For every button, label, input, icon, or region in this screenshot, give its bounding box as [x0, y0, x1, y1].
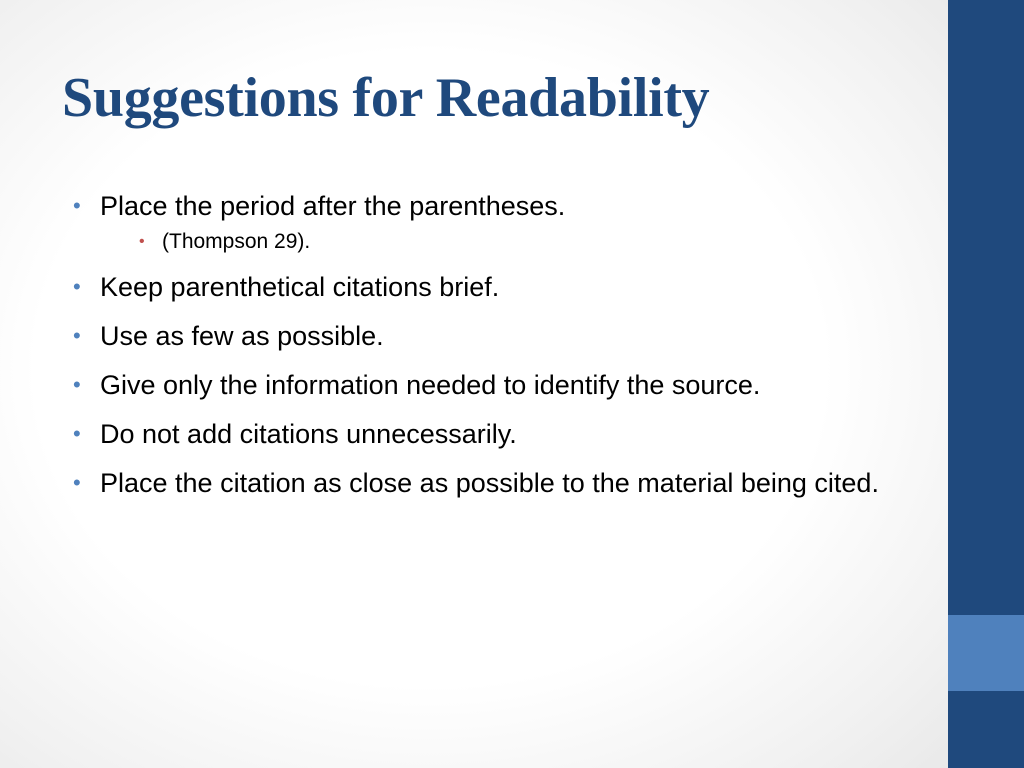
- bullet-item: [70, 186, 900, 258]
- bullet-text: Place the period after the parentheses.: [100, 191, 566, 221]
- bullet-text: Give only the information needed to identify the source.: [100, 370, 761, 400]
- side-accent-block: [948, 615, 1024, 691]
- bullet-text: Use as few as possible.: [100, 321, 384, 351]
- bullet-item: [70, 365, 900, 405]
- bullet-item: [70, 267, 900, 307]
- bullet-text: Do not add citations unnecessarily.: [100, 419, 517, 449]
- bullet-list: [70, 186, 900, 512]
- sub-bullet-dot-icon: •: [139, 233, 145, 250]
- bullet-dot-icon: •: [73, 421, 81, 446]
- sub-bullet-text: (Thompson 29).: [162, 230, 311, 253]
- bullet-text: Place the citation as close as possible to the material being cited.: [100, 468, 879, 498]
- bullet-dot-icon: •: [73, 274, 81, 299]
- slide-title: Suggestions for Readability: [62, 67, 710, 129]
- bullet-dot-icon: •: [73, 193, 81, 218]
- bullet-dot-icon: •: [73, 470, 81, 495]
- bullet-dot-icon: •: [73, 372, 81, 397]
- bullet-text: Keep parenthetical citations brief.: [100, 272, 500, 302]
- sub-bullet-list: [100, 226, 900, 258]
- bullet-item: [70, 414, 900, 454]
- sub-bullet-item: [131, 226, 900, 258]
- bullet-dot-icon: •: [73, 323, 81, 348]
- bullet-item: [70, 463, 900, 503]
- bullet-item: [70, 316, 900, 356]
